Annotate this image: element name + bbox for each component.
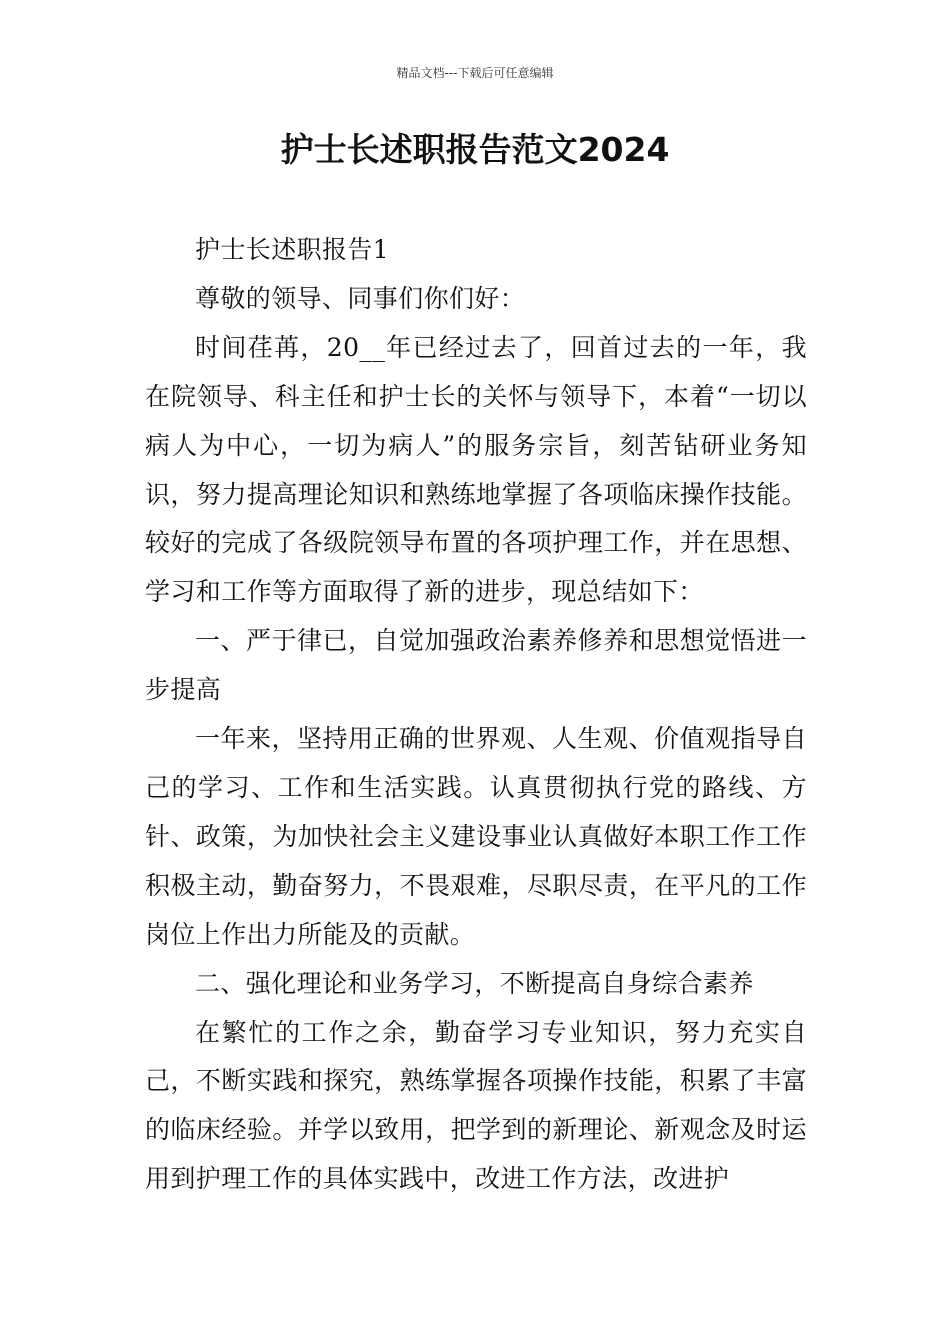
document-title: 护士长述职报告范文2024 (280, 130, 670, 169)
header-note: 精品文档---下载后可任意编辑 (396, 66, 554, 80)
body-paragraph: 时间荏苒，20__年已经过去了，回首过去的一年，我在院领导、科主任和护士长的关怀与领导下，本着“一切以病人为中心，一切为病人”的服务宗旨，刻苦钻研业务知识，努力提高理论知识和熟练地掌握了各项临床操作技能。较好的完成了各级院领导布置的各项护理工作，并在思想、学习和工作等方面取得了新的进步，现总结如下： (145, 332, 807, 607)
subheading-1: 一、严于律已，自觉加强政治素养修养和思想觉悟进一步提高 (145, 626, 807, 705)
body-paragraph: 在繁忙的工作之余，勤奋学习专业知识，努力充实自己，不断实践和探究，熟练掌握各项操作技能，积累了丰富的临床经验。并学以致用，把学到的新理论、新观念及时运用到护理工作的具体实践中，改进工作方法，改进护 (145, 1017, 807, 1194)
section-heading: 护士长述职报告1 (195, 235, 390, 264)
subheading-2: 二、强化理论和业务学习，不断提高自身综合素养 (195, 968, 754, 998)
document-body (145, 226, 807, 1204)
body-paragraph: 一年来，坚持用正确的世界观、人生观、价值观指导自己的学习、工作和生活实践。认真贯彻执行党的路线、方针、政策，为加快社会主义建设事业认真做好本职工作工作积极主动，勤奋努力，不畏艰难，尽职尽责，在平凡的工作岗位上作出力所能及的贡献。 (145, 724, 807, 949)
salutation: 尊敬的领导、同事们你们好： (195, 283, 526, 313)
